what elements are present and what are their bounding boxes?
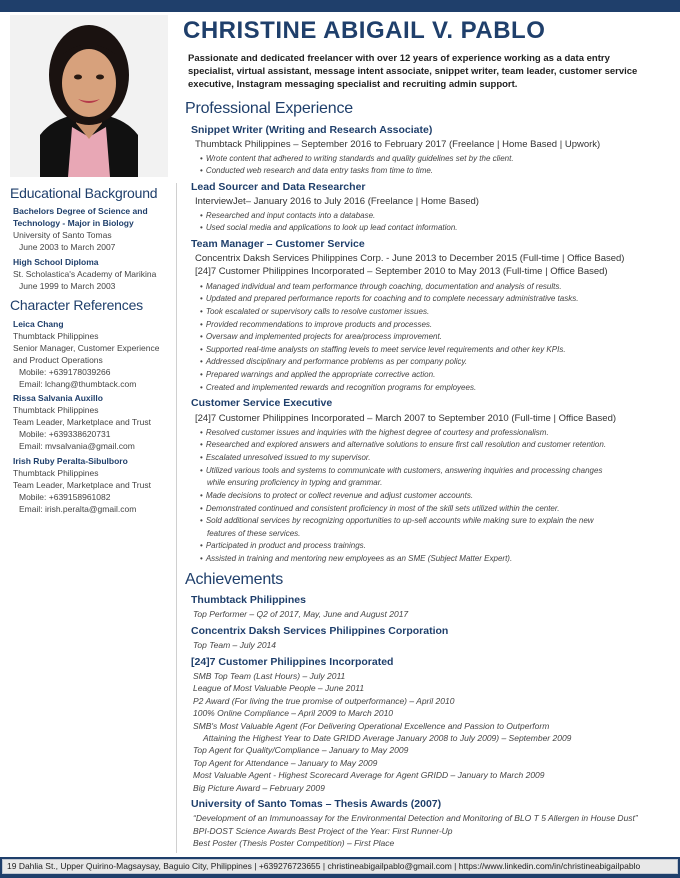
job-title: Team Manager – Customer Service (191, 238, 365, 250)
achievement-org: University of Santo Tomas – Thesis Awards (2007) (191, 798, 442, 810)
achievement-org: [24]7 Customer Philippines Incorporated (191, 656, 394, 668)
achievement-item-continuation: Attaining the Highest Year to Date GRIDD Average January 2008 to July 2009) – September 2009 (203, 733, 572, 743)
job-bullet: • Provided recommendations to improve products and processes. (200, 320, 433, 329)
job-employer-line: Thumbtack Philippines – September 2016 to February 2017 (Freelance | Home Based | Upwork) (195, 139, 601, 150)
job-bullet: • Escalated unresolved issued to my supervisor. (200, 453, 371, 462)
column-divider (176, 183, 177, 853)
references-heading: Character References (10, 297, 143, 313)
reference-email: Email: mvsalvania@gmail.com (19, 441, 135, 451)
achievement-item: Big Picture Award – February 2009 (193, 783, 325, 793)
profile-photo (10, 15, 168, 177)
achievements-heading: Achievements (185, 571, 284, 588)
achievement-item: Top Team – July 2014 (193, 640, 277, 650)
reference-mobile: Mobile: +639158961082 (19, 492, 111, 502)
job-title: Snippet Writer (Writing and Research Associate) (191, 124, 433, 136)
job-bullet: • Created and implemented rewards and recognition programs for employees. (200, 383, 477, 392)
education-dates: June 2003 to March 2007 (19, 242, 116, 252)
job-bullet: • Addressed disciplinary and performance problems as per company policy. (200, 357, 468, 366)
candidate-name: CHRISTINE ABIGAIL V. PABLO (183, 17, 546, 44)
education-heading: Educational Background (10, 185, 158, 201)
reference-name: Leica Chang (13, 319, 64, 329)
job-employer-line: [24]7 Customer Philippines Incorporated – March 2007 to September 2010 (Full-time | Office Based) (195, 413, 617, 424)
job-bullet: • Updated and prepared performance reports for coaching and to complete necessary administrative tasks. (200, 294, 579, 303)
reference-name: Irish Ruby Peralta-Sibulboro (13, 456, 128, 466)
education-dates: June 1999 to March 2003 (19, 281, 116, 291)
achievement-org: Thumbtack Philippines (191, 594, 306, 606)
job-bullet: • Sold additional services by recognizing opportunities to up-sell accounts while making sure to explain the new (200, 516, 594, 525)
achievement-item: Best Poster (Thesis Poster Competition) – First Place (193, 838, 395, 848)
job-title: Lead Sourcer and Data Researcher (191, 181, 366, 193)
achievement-item: “Development of an Immunoassay for the Environmental Detection and Monitoring of BLO T 5 Allergen in House Dust” (193, 813, 638, 823)
achievement-item: Top Agent for Attendance – January to May 2009 (193, 758, 378, 768)
education-degree: Bachelors Degree of Science and (13, 206, 148, 216)
job-bullet: • Utilized various tools and systems to communicate with customers, answering inquiries and processing changes (200, 466, 603, 475)
job-employer-line: InterviewJet– January 2016 to July 2016 (Freelance | Home Based) (195, 196, 479, 207)
contact-footer: 19 Dahlia St., Upper Quirino-Magsaysay, Baguio City, Philippines | +639276723655 | christineabigailpablo@gmail.com | https://www.linkedin.com/in/christineabigailpablo (2, 859, 678, 874)
achievement-item: BPI-DOST Science Awards Best Project of the Year: First Runner-Up (193, 826, 453, 836)
job-bullet: • Made decisions to protect or collect revenue and adjust customer accounts. (200, 491, 474, 500)
job-bullet: • Oversaw and implemented projects for area/process improvement. (200, 332, 442, 341)
job-bullet: • Managed individual and team performance through coaching, documentation and analysis of results. (200, 282, 562, 291)
achievement-org: Concentrix Daksh Services Philippines Corporation (191, 625, 449, 637)
education-degree: High School Diploma (13, 257, 99, 267)
achievement-item: Top Performer – Q2 of 2017, May, June and August 2017 (193, 609, 409, 619)
job-bullet-continuation: features of these services. (207, 529, 301, 538)
job-bullet: • Researched and input contacts into a database. (200, 211, 376, 220)
job-employer-line: Concentrix Daksh Services Philippines Corp. - June 2013 to December 2015 (Full-time | Office Based) (195, 253, 625, 264)
job-bullet: • Researched and explored answers and alternative solutions to ensure first call resolution and customer retention. (200, 440, 607, 449)
reference-role: Team Leader, Marketplace and Trust (13, 480, 151, 490)
job-bullet-continuation: while ensuring proficiency in typing and grammar. (207, 478, 383, 487)
job-bullet: • Took escalated or supervisory calls to resolve customer issues. (200, 307, 430, 316)
achievement-item: Most Valuable Agent - Highest Scorecard Average for Agent GRIDD – January to March 2009 (193, 770, 545, 780)
job-bullet: • Assisted in training and mentoring new employees as an SME (Subject Matter Expert). (200, 554, 513, 563)
portrait-illustration (10, 15, 168, 177)
job-employer-line: [24]7 Customer Philippines Incorporated – September 2010 to May 2013 (Full-time | Office Based) (195, 266, 608, 277)
job-bullet: • Resolved customer issues and inquiries with the highest degree of courtesy and professionalism. (200, 428, 549, 437)
job-bullet: • Conducted web research and data entry tasks from time to time. (200, 166, 434, 175)
reference-role: Team Leader, Marketplace and Trust (13, 417, 151, 427)
achievement-item: Top Agent for Quality/Compliance – January to May 2009 (193, 745, 409, 755)
reference-company: Thumbtack Philippines (13, 405, 99, 415)
job-bullet: • Participated in product and process trainings. (200, 541, 366, 550)
job-bullet: • Used social media and applications to look up lead contact information. (200, 223, 458, 232)
reference-company: Thumbtack Philippines (13, 331, 99, 341)
job-bullet: • Supported real-time analysts on staffing levels to meet service level requirements and other key KPIs. (200, 345, 566, 354)
education-school: University of Santo Tomas (13, 230, 112, 240)
achievement-item: SMB Top Team (Last Hours) – July 2011 (193, 671, 346, 681)
experience-heading: Professional Experience (185, 100, 353, 117)
summary-paragraph: Passionate and dedicated freelancer with over 12 years of experience working as a data entry specialist, virtual assistant, message intent associate, snippet writer, team leader, customer service executive, Instagram messaging specialist and recruiting admin support. (188, 53, 638, 90)
job-bullet: • Prepared warnings and applied the appropriate corrective action. (200, 370, 436, 379)
reference-email: Email: irish.peralta@gmail.com (19, 504, 137, 514)
job-title: Customer Service Executive (191, 397, 333, 409)
job-bullet: • Demonstrated continued and consistent proficiency in most of the skill sets utilized within the center. (200, 504, 560, 513)
reference-mobile: Mobile: +639178039266 (19, 367, 111, 377)
reference-role: Senior Manager, Customer Experience (13, 343, 160, 353)
education-school: St. Scholastica's Academy of Marikina (13, 269, 157, 279)
reference-mobile: Mobile: +639338620731 (19, 429, 111, 439)
achievement-item: League of Most Valuable People – June 2011 (193, 683, 365, 693)
reference-email: Email: lchang@thumbtack.com (19, 379, 137, 389)
reference-role: and Product Operations (13, 355, 103, 365)
achievement-item: P2 Award (For living the true promise of outperformance) – April 2010 (193, 696, 455, 706)
achievement-item: 100% Online Compliance – April 2009 to March 2010 (193, 708, 394, 718)
reference-company: Thumbtack Philippines (13, 468, 99, 478)
reference-name: Rissa Salvania Auxillo (13, 393, 103, 403)
job-bullet: • Wrote content that adhered to writing standards and quality guidelines set by the client. (200, 154, 514, 163)
education-degree: Technology - Major in Biology (13, 218, 134, 228)
achievement-item: SMB's Most Valuable Agent (For Delivering Operational Excellence and Passion to Outperform (193, 721, 550, 731)
top-accent-bar (0, 0, 680, 12)
